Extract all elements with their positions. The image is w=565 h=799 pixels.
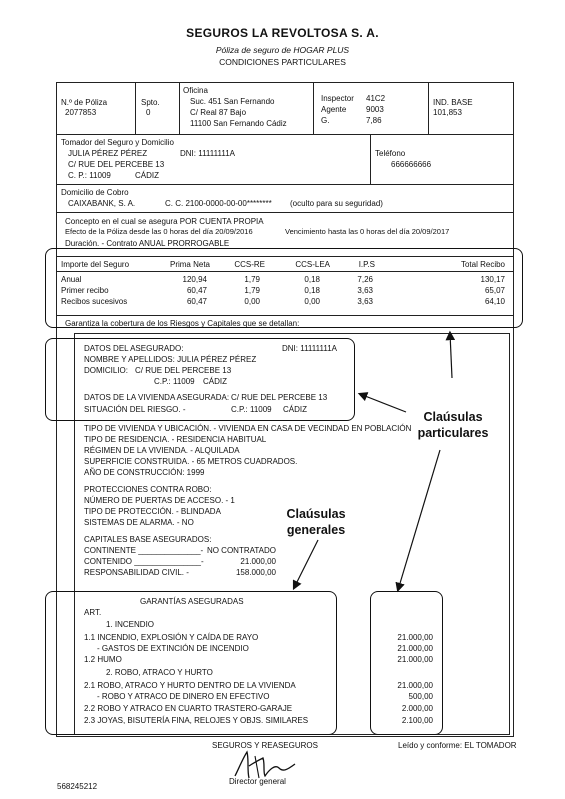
- spto-label: Spto.: [141, 98, 160, 107]
- premium-header: Prima Neta: [169, 260, 210, 269]
- duracion-line: Duración. - Contrato ANUAL PRORROGABLE: [65, 239, 230, 248]
- garantia-value: 500,00: [408, 692, 433, 701]
- premium-header: Total Recibo: [460, 260, 505, 269]
- arrow-particulares-left: [360, 394, 406, 412]
- arrow-particulares-up: [450, 333, 452, 378]
- premium-cell: 0,00: [304, 297, 320, 306]
- garantia-text: 1. INCENDIO: [106, 620, 155, 629]
- oficina-line: Suc. 451 San Fernando: [190, 97, 275, 106]
- g-label: G.: [321, 116, 330, 125]
- capital-label: RESPONSABILIDAD CIVIL. -: [84, 568, 189, 577]
- garantia-value: 21.000,00: [397, 655, 433, 664]
- domicilio-cp: C.P.: 11009: [154, 377, 195, 386]
- agente-label: Agente: [321, 105, 347, 114]
- vivienda-detail: SUPERFICIE CONSTRUIDA. - 65 METROS CUADRADOS.: [84, 457, 298, 466]
- premium-cell: Recibos sucesivos: [61, 297, 128, 306]
- premium-cell: 7,26: [357, 275, 373, 284]
- vivienda-detail: RÉGIMEN DE LA VIVIENDA. - ALQUILADA: [84, 446, 240, 455]
- tomador-label: Tomador del Seguro y Domicilio: [61, 138, 174, 147]
- tomador-address: C/ RUE DEL PERCEBE 13: [68, 160, 165, 169]
- document-conditions: CONDICIONES PARTICULARES: [219, 57, 346, 67]
- situacion-cp: C.P.: 11009: [231, 405, 272, 414]
- premium-header: CCS-RE: [234, 260, 265, 269]
- asegurado-dni: DNI: 11111111A: [282, 344, 337, 353]
- capital-label: CONTENIDO _______________-: [84, 557, 204, 566]
- footer-company: SEGUROS Y REASEGUROS: [212, 741, 318, 750]
- garantia-value: 21.000,00: [397, 633, 433, 642]
- ind-base-label: IND. BASE: [433, 98, 473, 107]
- premium-cell: 3,63: [357, 297, 373, 306]
- g-value: 7,86: [366, 116, 382, 125]
- domicilio-city: CÁDIZ: [203, 377, 227, 386]
- agente-value: 9003: [366, 105, 384, 114]
- tomador-city: CÁDIZ: [135, 171, 159, 180]
- garantiza-line: Garantiza la cobertura de los Riesgos y Capitales que se detallan:: [65, 319, 300, 328]
- garantia-value: 2.100,00: [401, 716, 433, 725]
- premium-header: Importe del Seguro: [61, 260, 130, 269]
- premium-cell: 130,17: [480, 275, 505, 284]
- document-reference: 568245212: [57, 782, 98, 791]
- domicilio-value: C/ RUE DEL PERCEBE 13: [135, 366, 232, 375]
- premium-cell: 64,10: [484, 297, 505, 306]
- premium-cell: 120,94: [182, 275, 207, 284]
- oficina-label: Oficina: [183, 86, 208, 95]
- phone-value: 666666666: [391, 160, 432, 169]
- cobro-label: Domicilio de Cobro: [61, 188, 129, 197]
- capital-value: 21.000,00: [240, 557, 276, 566]
- proteccion-line: SISTEMAS DE ALARMA. - NO: [84, 518, 194, 527]
- garantia-value: 2.000,00: [401, 704, 433, 713]
- premium-cell: 1,79: [244, 286, 260, 295]
- garantia-value: 21.000,00: [397, 681, 433, 690]
- annotation-text: generales: [286, 522, 346, 537]
- policy-number: 2077853: [65, 108, 97, 117]
- capitales-label: CAPITALES BASE ASEGURADOS:: [84, 535, 212, 544]
- capital-label: CONTINENTE ______________-: [84, 546, 204, 555]
- tomador-cp: C. P.: 11009: [68, 171, 111, 180]
- premium-header: I.P.S: [358, 260, 375, 269]
- annotation-text: Claúsulas: [286, 507, 346, 521]
- spto-value: 0: [146, 108, 151, 117]
- document-title: SEGUROS LA REVOLTOSA S. A.: [186, 26, 379, 40]
- ind-base-value: 101,853: [433, 108, 462, 117]
- tomador-name: JULIA PÉREZ PÉREZ: [68, 149, 148, 158]
- premium-cell: 1,79: [244, 275, 260, 284]
- vivienda-detail: TIPO DE RESIDENCIA. - RESIDENCIA HABITUAL: [84, 435, 267, 444]
- proteccion-line: NÚMERO DE PUERTAS DE ACCESO. - 1: [84, 496, 235, 505]
- phone-label: Teléfono: [375, 149, 406, 158]
- policy-number-label: N.º de Póliza: [61, 98, 108, 107]
- garantia-text: 2.3 JOYAS, BISUTERÍA FINA, RELOJES Y OBJS. SIMILARES: [84, 716, 309, 725]
- arrow-generales-down: [294, 540, 318, 588]
- premium-header: CCS-LEA: [295, 260, 330, 269]
- vivienda-detail: AÑO DE CONSTRUCCIÓN: 1999: [84, 468, 205, 477]
- domicilio-label: DOMICILIO:: [84, 366, 129, 375]
- premium-cell: Primer recibo: [61, 286, 109, 295]
- premium-cell: 60,47: [186, 297, 207, 306]
- situacion-city: CÁDIZ: [283, 405, 307, 414]
- efecto-line: Efecto de la Póliza desde las 0 horas del día 20/09/2016: [65, 227, 253, 236]
- premium-cell: 0,18: [304, 286, 320, 295]
- premium-cell: 0,18: [304, 275, 320, 284]
- vivienda-label: DATOS DE LA VIVIENDA ASEGURADA:: [84, 393, 230, 402]
- inspector-label: Inspector: [321, 94, 354, 103]
- situacion-label: SITUACIÓN DEL RIESGO. -: [84, 405, 186, 414]
- vivienda-address: C/ RUE DEL PERCEBE 13: [231, 393, 328, 402]
- garantia-text: - ROBO Y ATRACO DE DINERO EN EFECTIVO: [97, 692, 270, 701]
- garantia-text: 1.1 INCENDIO, EXPLOSIÓN Y CAÍDA DE RAYO: [84, 633, 259, 642]
- document-subtitle: Póliza de seguro de HOGAR PLUS: [215, 45, 350, 55]
- asegurado-nombre: NOMBRE Y APELLIDOS: JULIA PÉREZ PÉREZ: [84, 355, 257, 364]
- inspector-value: 41C2: [366, 94, 386, 103]
- cobro-note: (oculto para su seguridad): [290, 199, 383, 208]
- vencimiento-line: Vencimiento hasta las 0 horas del día 20/09/2017: [285, 227, 450, 236]
- garantias-title: GARANTÍAS ASEGURADAS: [140, 597, 244, 606]
- premium-cell: 0,00: [244, 297, 260, 306]
- premium-cell: 60,47: [186, 286, 207, 295]
- premium-cell: 3,63: [357, 286, 373, 295]
- asegurado-label: DATOS DEL ASEGURADO:: [84, 344, 184, 353]
- garantia-text: - GASTOS DE EXTINCIÓN DE INCENDIO: [97, 644, 249, 653]
- premium-cell: 65,07: [484, 286, 505, 295]
- vivienda-detail: TIPO DE VIVIENDA Y UBICACIÓN. - VIVIENDA EN CASA DE VECINDAD EN POBLACIÓN: [84, 424, 412, 433]
- proteccion-line: TIPO DE PROTECCIÓN. - BLINDADA: [84, 507, 221, 516]
- footer-conforme: Leído y conforme: EL TOMADOR: [398, 741, 517, 750]
- annotation-text: particulares: [417, 425, 489, 440]
- director-label: Director general: [229, 777, 286, 786]
- concepto-line: Concepto en el cual se asegura POR CUENTA PROPIA: [65, 217, 264, 226]
- proteccion-line: PROTECCIONES CONTRA ROBO:: [84, 485, 212, 494]
- garantia-value: 21.000,00: [397, 644, 433, 653]
- annotation-text: Claúsulas: [423, 410, 483, 424]
- garantias-art: ART.: [84, 608, 102, 617]
- premium-cell: Anual: [61, 275, 82, 284]
- capital-value: 158.000,00: [235, 568, 276, 577]
- oficina-line: 11100 San Fernando Cádiz: [190, 119, 287, 128]
- garantia-text: 2.2 ROBO Y ATRACO EN CUARTO TRASTERO-GARAJE: [84, 704, 293, 713]
- garantia-text: 2.1 ROBO, ATRACO Y HURTO DENTRO DE LA VIVIENDA: [84, 681, 296, 690]
- oficina-line: C/ Real 87 Bajo: [190, 108, 247, 117]
- garantia-text: 2. ROBO, ATRACO Y HURTO: [106, 668, 213, 677]
- cobro-bank: CAIXABANK, S. A.: [68, 199, 136, 208]
- garantia-text: 1.2 HUMO: [84, 655, 122, 664]
- tomador-dni: DNI: 11111111A: [180, 149, 235, 158]
- cobro-account: C. C. 2100-0000-00-00********: [165, 199, 272, 208]
- capital-value: NO CONTRATADO: [206, 546, 276, 555]
- arrow-particulares-down: [398, 450, 440, 590]
